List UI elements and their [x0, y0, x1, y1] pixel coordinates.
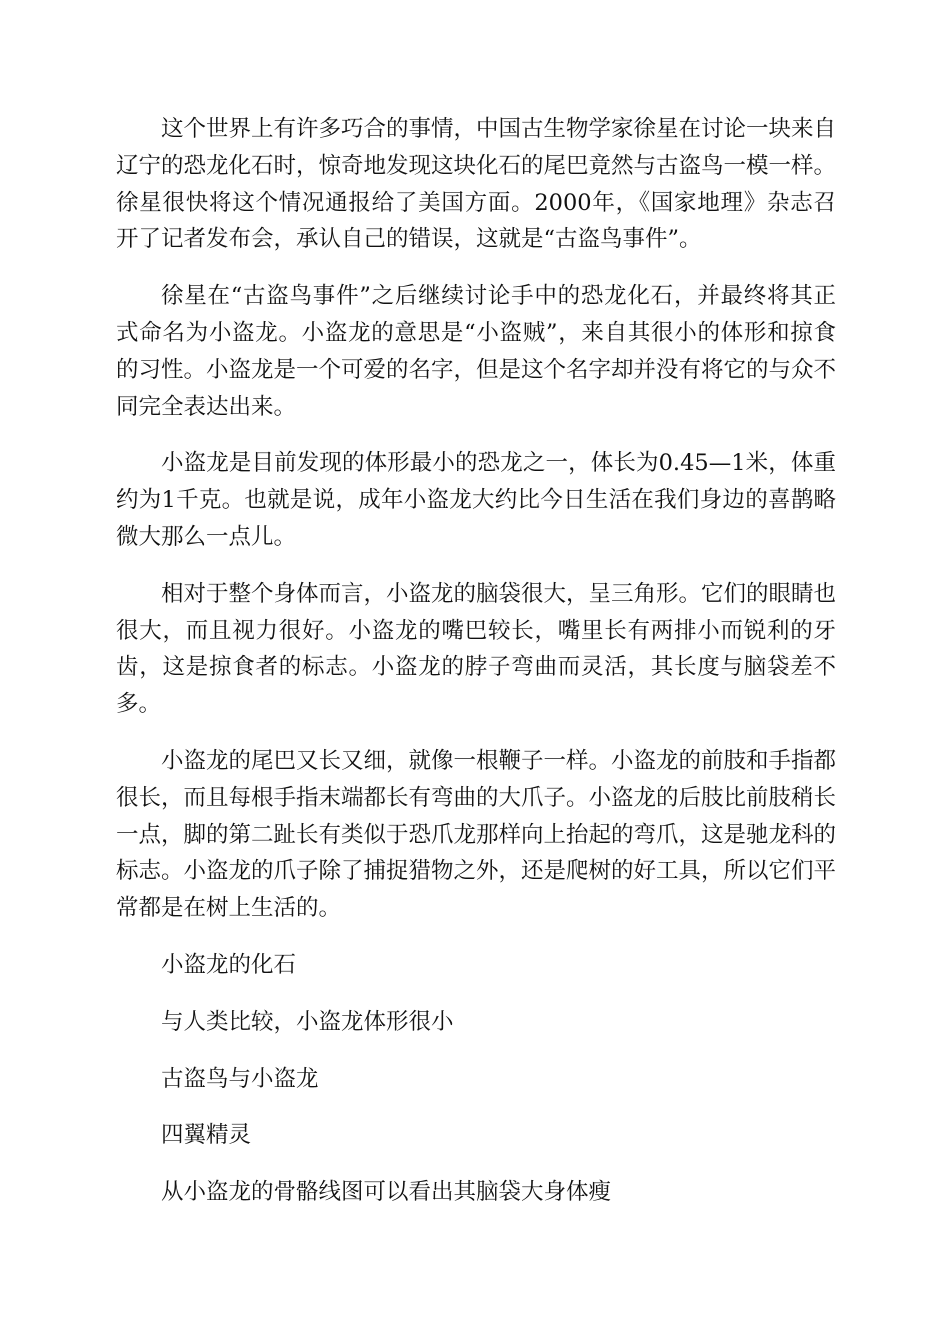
caption-human-comparison: 与人类比较，小盗龙体形很小 [161, 1008, 454, 1035]
paragraph-size: 小盗龙是目前发现的体形最小的恐龙之一，体长为0.45—1米，体重约为1千克。也就是说，成年小盗龙大约比今日生活在我们身边的喜鹊略微大那么一点儿。 [116, 450, 836, 550]
caption-skeleton-diagram: 从小盗龙的骨骼线图可以看出其脑袋大身体瘦 [161, 1179, 612, 1206]
paragraph-head: 相对于整个身体而言，小盗龙的脑袋很大，呈三角形。它们的眼睛也很大，而且视力很好。小盗龙的嘴巴较长，嘴里长有两排小而锐利的牙齿，这是掠食者的标志。小盗龙的脖子弯曲而灵活，其长度与脑袋差不多。 [116, 580, 837, 718]
paragraph-naming: 徐星在“古盗鸟事件”之后继续讨论手中的恐龙化石，并最终将其正式命名为小盗龙。小盗龙的意思是“小盗贼”，来自其很小的体形和掠食的习性。小盗龙是一个可爱的名字，但是这个名字却并没有将它的与众不同完全表达出来。 [116, 283, 837, 420]
document-body [116, 111, 836, 1231]
caption-four-wings: 四翼精灵 [161, 1122, 252, 1149]
paragraph-guodaoniao-incident: 这个世界上有许多巧合的事情，中国古生物学家徐星在讨论一块来自辽宁的恐龙化石时，惊奇地发现这块化石的尾巴竟然与古盗鸟一模一样。徐星很快将这个情况通报给了美国方面。2000年，《国家地理》杂志召开了记者发布会，承认自己的错误，这就是“古盗鸟事件”。 [116, 116, 837, 253]
paragraph-tail-limbs: 小盗龙的尾巴又长又细，就像一根鞭子一样。小盗龙的前肢和手指都很长，而且每根手指末端都长有弯曲的大爪子。小盗龙的后肢比前肢稍长一点，脚的第二趾长有类似于恐爪龙那样向上抬起的弯爪，这是驰龙科的标志。小盗龙的爪子除了捕捉猎物之外，还是爬树的好工具，所以它们平常都是在树上生活的。 [116, 747, 837, 922]
caption-archaeoraptor-microraptor: 古盗鸟与小盗龙 [161, 1065, 319, 1092]
caption-fossil: 小盗龙的化石 [161, 951, 297, 978]
